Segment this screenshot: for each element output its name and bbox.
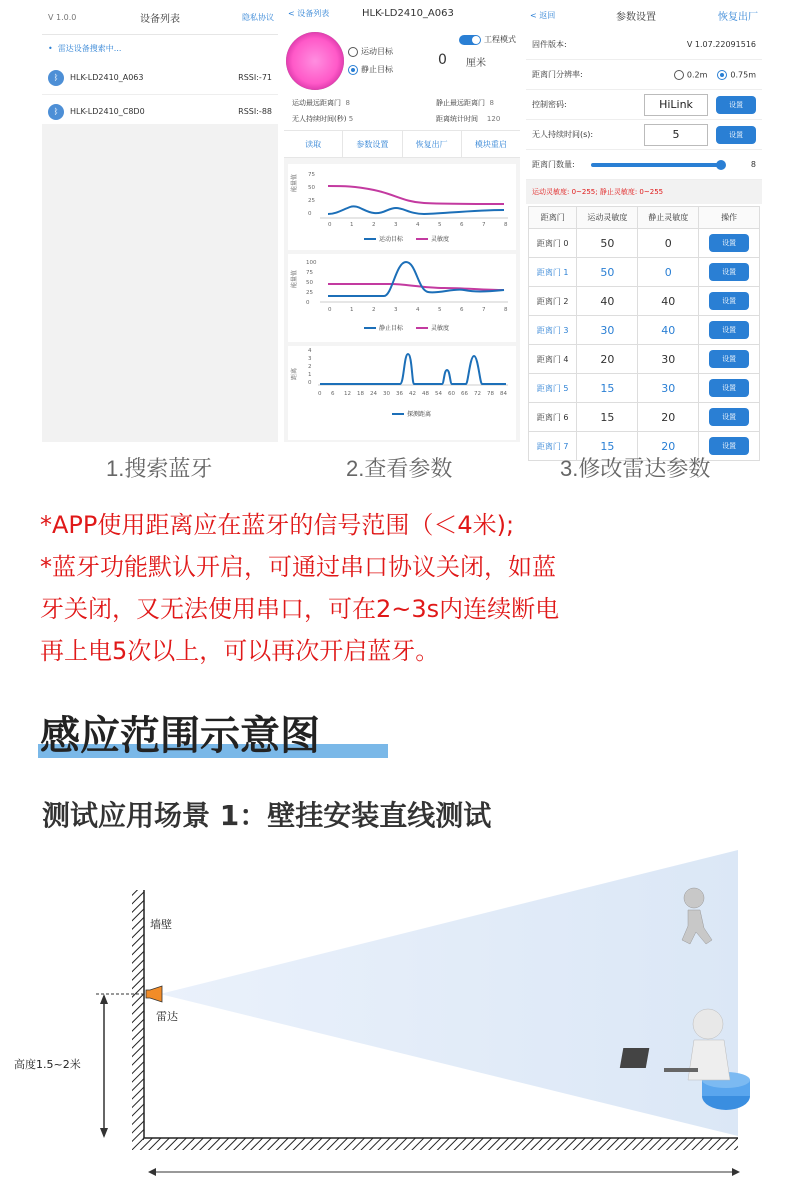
arrow-down-icon bbox=[100, 1128, 108, 1138]
gate-name: 距离门 3 bbox=[529, 316, 577, 345]
y-tick-label: 4 bbox=[308, 348, 312, 354]
info-value: 8 bbox=[489, 99, 494, 107]
gate-name: 距离门 1 bbox=[529, 258, 577, 287]
caption-search-bluetooth: 1.搜索蓝牙 bbox=[106, 456, 213, 481]
resolution-row bbox=[526, 60, 762, 90]
gate-action bbox=[699, 316, 760, 345]
settings-title: 参数设置 bbox=[616, 11, 656, 23]
password-set-button[interactable]: 设置 bbox=[716, 96, 756, 114]
wall-label: 墙壁 bbox=[150, 918, 172, 931]
note-line: 牙关闭，又无法使用串口，可在2~3s内连续断电 bbox=[40, 595, 560, 623]
column-header: 静止灵敏度 bbox=[638, 207, 699, 229]
column-header: 距离门 bbox=[529, 207, 577, 229]
x-tick-label: 0 bbox=[328, 307, 332, 313]
gate-set-button[interactable]: 设置 bbox=[709, 263, 749, 281]
resolution-option-02[interactable] bbox=[674, 70, 708, 80]
static-sensitivity[interactable]: 0 bbox=[638, 258, 699, 287]
info-item bbox=[436, 98, 494, 108]
chart1-legend-sensitivity: 灵敏度 bbox=[431, 236, 450, 243]
password-input[interactable]: HiLink bbox=[644, 94, 708, 116]
gate-count-row bbox=[526, 150, 762, 180]
y-tick-label: 3 bbox=[308, 356, 312, 362]
firmware-row bbox=[526, 30, 762, 60]
static-sensitivity[interactable]: 20 bbox=[638, 403, 699, 432]
table-row bbox=[529, 403, 760, 432]
gate-set-button[interactable]: 设置 bbox=[709, 379, 749, 397]
resolution-label: 距离门分辨率: bbox=[532, 70, 583, 79]
y-tick-label: 0 bbox=[308, 211, 312, 217]
gate-count-value: 8 bbox=[750, 160, 756, 169]
x-tick-label: 18 bbox=[357, 391, 364, 397]
note-line: 再上电5次以上，可以再次开启蓝牙。 bbox=[40, 637, 440, 665]
gate-action bbox=[699, 403, 760, 432]
factory-reset-button[interactable]: 恢复出厂 bbox=[403, 131, 462, 157]
param-settings-button[interactable]: 参数设置 bbox=[343, 131, 402, 157]
x-tick-label: 7 bbox=[482, 222, 486, 228]
charts-svg bbox=[284, 158, 520, 442]
searching-label: 雷达设备搜索中... bbox=[57, 43, 122, 53]
moving-sensitivity[interactable]: 50 bbox=[577, 258, 638, 287]
legend-swatch bbox=[416, 238, 428, 240]
y-tick-label: 50 bbox=[306, 280, 313, 286]
x-tick-label: 2 bbox=[372, 307, 376, 313]
info-item bbox=[292, 98, 350, 108]
y-tick-label: 75 bbox=[306, 270, 313, 276]
static-sensitivity[interactable]: 30 bbox=[638, 345, 699, 374]
x-tick-label: 1 bbox=[350, 222, 354, 228]
x-tick-label: 4 bbox=[416, 307, 420, 313]
height-label: 高度1.5~2米 bbox=[14, 1058, 81, 1071]
resolution-option-075[interactable] bbox=[717, 70, 756, 80]
x-tick-label: 2 bbox=[372, 222, 376, 228]
back-button[interactable] bbox=[288, 8, 329, 19]
caption-view-params: 2.查看参数 bbox=[346, 456, 453, 481]
x-tick-label: 54 bbox=[435, 391, 442, 397]
gate-name: 距离门 2 bbox=[529, 287, 577, 316]
gate-action bbox=[699, 229, 760, 258]
legend-swatch bbox=[364, 327, 376, 329]
gate-action bbox=[699, 374, 760, 403]
bluetooth-icon: ᛒ bbox=[48, 104, 64, 120]
chart2-legend-sensitivity: 灵敏度 bbox=[431, 325, 450, 332]
x-tick-label: 30 bbox=[383, 391, 390, 397]
chart2-legend-static: 静止目标 bbox=[379, 325, 404, 332]
table-row bbox=[529, 287, 760, 316]
info-label: 距离统计时间 bbox=[436, 115, 478, 123]
arrow-right-icon bbox=[732, 1168, 740, 1176]
x-tick-label: 0 bbox=[328, 222, 332, 228]
sensitivity-note: 运动灵敏度: 0~255; 静止灵敏度: 0~255 bbox=[526, 180, 762, 204]
radio-static[interactable] bbox=[348, 64, 393, 75]
module-restart-button[interactable]: 模块重启 bbox=[474, 139, 507, 149]
app-version: V 1.0.0 bbox=[48, 12, 77, 22]
x-tick-label: 8 bbox=[504, 307, 508, 313]
gate-action bbox=[699, 258, 760, 287]
empty-area bbox=[42, 124, 278, 442]
radio-icon bbox=[348, 47, 358, 57]
toggle-label: 工程模式 bbox=[484, 35, 516, 44]
gate-table bbox=[528, 206, 760, 461]
x-tick-label: 60 bbox=[448, 391, 455, 397]
password-label: 控制密码: bbox=[532, 100, 567, 109]
x-tick-label: 48 bbox=[422, 391, 429, 397]
x-tick-label: 0 bbox=[318, 391, 322, 397]
gate-name: 距离门 6 bbox=[529, 403, 577, 432]
privacy-link[interactable]: 隐私协议 bbox=[242, 12, 274, 22]
table-row bbox=[529, 316, 760, 345]
page-title: 设备列表 bbox=[140, 13, 180, 25]
timeout-input[interactable]: 5 bbox=[644, 124, 708, 146]
wall-hatch bbox=[132, 890, 144, 1150]
section-title: 感应范围示意图 bbox=[40, 713, 320, 759]
back-label: 返回 bbox=[539, 10, 556, 20]
x-tick-label: 36 bbox=[396, 391, 403, 397]
x-tick-label: 3 bbox=[394, 307, 398, 313]
info-value: 120 bbox=[486, 115, 501, 123]
gate-set-button[interactable]: 设置 bbox=[709, 321, 749, 339]
scene-title: 测试应用场景 1：壁挂安装直线测试 bbox=[42, 799, 492, 832]
arrow-left-icon bbox=[148, 1168, 156, 1176]
table-row bbox=[529, 258, 760, 287]
bluetooth-icon: ᛒ bbox=[48, 70, 64, 86]
chart3-legend-distance: 探测距离 bbox=[407, 411, 432, 418]
column-header: 操作 bbox=[699, 207, 760, 229]
static-sensitivity[interactable]: 0 bbox=[638, 229, 699, 258]
moving-sensitivity[interactable]: 20 bbox=[577, 345, 638, 374]
arrow-up-icon bbox=[100, 994, 108, 1004]
floor-hatch bbox=[144, 1138, 738, 1150]
moving-sensitivity[interactable]: 15 bbox=[577, 432, 638, 461]
table-header-row bbox=[529, 207, 760, 229]
moving-sensitivity[interactable]: 15 bbox=[577, 403, 638, 432]
x-tick-label: 24 bbox=[370, 391, 377, 397]
charts-panel bbox=[284, 158, 520, 442]
searching-status bbox=[42, 35, 278, 61]
info-label: 无人持续时间(秒) bbox=[292, 115, 347, 123]
device-rssi: RSSI:-88 bbox=[238, 107, 272, 116]
gate-table-container bbox=[526, 204, 762, 461]
radar-icon bbox=[146, 986, 162, 1002]
radio-label: 0.2m bbox=[686, 70, 708, 79]
radio-moving[interactable] bbox=[348, 46, 393, 57]
y-tick-label: 75 bbox=[308, 172, 315, 178]
x-tick-label: 3 bbox=[394, 222, 398, 228]
static-sensitivity[interactable]: 30 bbox=[638, 374, 699, 403]
detection-range-diagram bbox=[0, 840, 788, 1180]
column-header: 运动灵敏度 bbox=[577, 207, 638, 229]
gate-name: 距离门 5 bbox=[529, 374, 577, 403]
gate-set-button[interactable]: 设置 bbox=[709, 234, 749, 252]
legend-swatch bbox=[364, 238, 376, 240]
note-line: *蓝牙功能默认开启，可通过串口协议关闭，如蓝 bbox=[40, 553, 556, 581]
gate-set-button[interactable]: 设置 bbox=[709, 350, 749, 368]
info-label: 运动最远距离门 bbox=[292, 99, 341, 107]
firmware-value: V 1.07.22091516 bbox=[686, 40, 756, 49]
info-label: 静止最远距离门 bbox=[436, 99, 485, 107]
timeout-row bbox=[526, 120, 762, 150]
device-list-screen bbox=[42, 0, 278, 442]
x-tick-label: 66 bbox=[461, 391, 468, 397]
gate-count-label: 距离门数量: bbox=[532, 160, 575, 169]
action-buttons bbox=[284, 130, 520, 158]
device-name: HLK-LD2410_A063 bbox=[70, 73, 144, 82]
settings-header bbox=[526, 0, 762, 30]
x-tick-label: 78 bbox=[487, 391, 494, 397]
x-tick-label: 1 bbox=[350, 307, 354, 313]
note-line: *APP使用距离应在蓝牙的信号范围（＜4米); bbox=[40, 511, 515, 539]
status-panel bbox=[284, 26, 520, 94]
legend-swatch bbox=[416, 327, 428, 329]
device-title: HLK-LD2410_A063 bbox=[362, 7, 454, 19]
x-tick-label: 84 bbox=[500, 391, 507, 397]
device-detail-screen bbox=[284, 0, 520, 442]
x-tick-label: 42 bbox=[409, 391, 416, 397]
moving-sensitivity[interactable]: 40 bbox=[577, 287, 638, 316]
moving-sensitivity[interactable]: 50 bbox=[577, 229, 638, 258]
gate-action bbox=[699, 287, 760, 316]
back-button[interactable] bbox=[530, 10, 555, 21]
y-tick-label: 100 bbox=[306, 260, 317, 266]
gate-set-button[interactable]: 设置 bbox=[709, 408, 749, 426]
firmware-label: 固件版本: bbox=[532, 40, 567, 49]
radio-icon bbox=[674, 70, 684, 80]
distance-unit: 厘米 bbox=[466, 58, 486, 69]
x-tick-label: 72 bbox=[474, 391, 481, 397]
x-tick-label: 6 bbox=[460, 307, 464, 313]
x-tick-label: 7 bbox=[482, 307, 486, 313]
info-value: 8 bbox=[345, 99, 350, 107]
info-panel bbox=[284, 94, 520, 130]
device-rssi: RSSI:-71 bbox=[238, 73, 272, 82]
y-tick-label: 25 bbox=[308, 198, 315, 204]
chart1-legend-moving: 运动目标 bbox=[379, 236, 404, 243]
gate-count-slider[interactable] bbox=[591, 163, 723, 167]
factory-reset-link[interactable]: 恢复出厂 bbox=[718, 11, 758, 23]
info-value: 5 bbox=[348, 115, 354, 123]
device-list-header bbox=[42, 0, 278, 34]
x-tick-label: 12 bbox=[344, 391, 351, 397]
moving-sensitivity[interactable]: 30 bbox=[577, 316, 638, 345]
gate-name: 距离门 0 bbox=[529, 229, 577, 258]
gate-name: 距离门 7 bbox=[529, 432, 577, 461]
detail-header bbox=[284, 0, 520, 26]
gate-set-button[interactable]: 设置 bbox=[709, 437, 749, 455]
y-tick-label: 1 bbox=[308, 372, 312, 378]
static-sensitivity[interactable]: 40 bbox=[638, 287, 699, 316]
param-settings-screen bbox=[526, 0, 762, 453]
y-tick-label: 2 bbox=[308, 364, 312, 370]
info-item bbox=[436, 114, 500, 124]
read-button[interactable]: 读取 bbox=[284, 131, 343, 157]
chart1-ylabel: 能量值 bbox=[291, 173, 298, 192]
radar-indicator bbox=[286, 32, 344, 90]
chart2-ylabel: 能量值 bbox=[291, 269, 298, 288]
radio-label: 0.75m bbox=[730, 70, 756, 79]
device-row[interactable] bbox=[42, 61, 278, 95]
moving-sensitivity[interactable]: 15 bbox=[577, 374, 638, 403]
toggle-icon bbox=[459, 35, 481, 45]
chevron-left-icon: < bbox=[530, 10, 540, 20]
x-tick-label: 8 bbox=[504, 222, 508, 228]
x-tick-label: 5 bbox=[438, 222, 442, 228]
chart3-ylabel: 距离 bbox=[291, 367, 298, 380]
y-tick-label: 25 bbox=[306, 290, 313, 296]
gate-name: 距离门 4 bbox=[529, 345, 577, 374]
y-tick-label: 50 bbox=[308, 185, 315, 191]
x-tick-label: 5 bbox=[438, 307, 442, 313]
table-row bbox=[529, 374, 760, 403]
table-row bbox=[529, 229, 760, 258]
x-tick-label: 4 bbox=[416, 222, 420, 228]
dot-icon: • bbox=[48, 43, 58, 53]
info-item bbox=[292, 114, 353, 124]
slider-handle[interactable] bbox=[716, 160, 726, 170]
caption-modify-params: 3.修改雷达参数 bbox=[560, 456, 711, 481]
table-row bbox=[529, 345, 760, 374]
back-label: 设备列表 bbox=[297, 8, 330, 18]
gate-action bbox=[699, 345, 760, 374]
radio-selected-icon bbox=[348, 65, 358, 75]
radio-label: 运动目标 bbox=[361, 47, 393, 56]
static-sensitivity[interactable]: 20 bbox=[638, 432, 699, 461]
radar-label: 雷达 bbox=[156, 1010, 178, 1023]
legend-swatch bbox=[392, 413, 404, 415]
engineering-mode-toggle[interactable] bbox=[459, 34, 516, 45]
radio-label: 静止目标 bbox=[361, 65, 393, 74]
radio-selected-icon bbox=[717, 70, 727, 80]
chevron-left-icon: < bbox=[288, 8, 298, 18]
gate-set-button[interactable]: 设置 bbox=[709, 292, 749, 310]
password-row bbox=[526, 90, 762, 120]
static-sensitivity[interactable]: 40 bbox=[638, 316, 699, 345]
y-tick-label: 0 bbox=[308, 380, 312, 386]
x-tick-label: 6 bbox=[460, 222, 464, 228]
radar-beam bbox=[160, 850, 738, 1136]
y-tick-label: 0 bbox=[306, 300, 310, 306]
distance-value: 0 bbox=[438, 52, 447, 68]
timeout-set-button[interactable]: 设置 bbox=[716, 126, 756, 144]
x-tick-label: 6 bbox=[331, 391, 335, 397]
device-name: HLK-LD2410_C8D0 bbox=[70, 107, 145, 116]
timeout-label: 无人持续时间(s): bbox=[532, 130, 594, 139]
